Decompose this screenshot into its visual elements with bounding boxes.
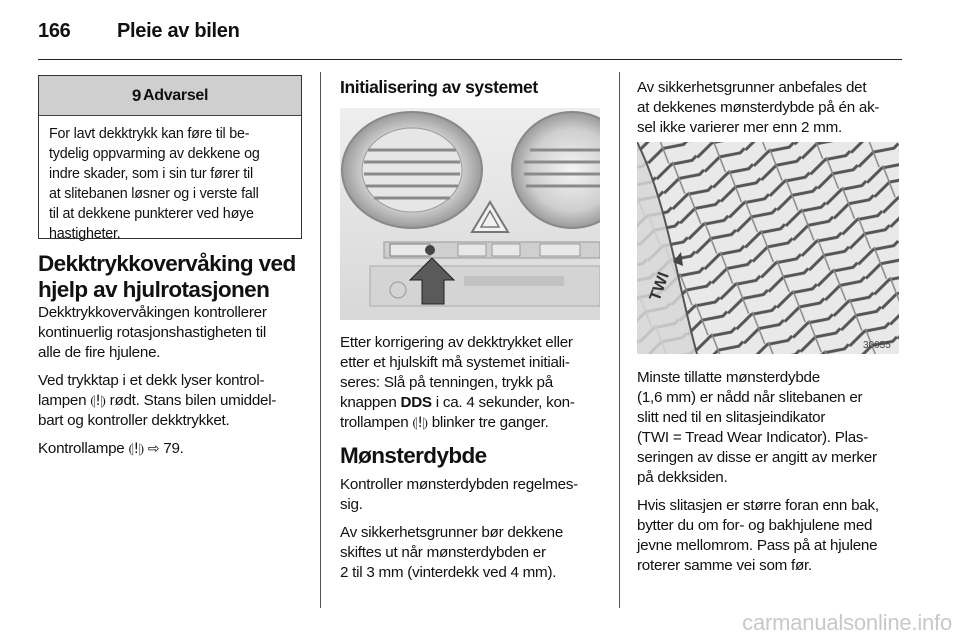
tire-pressure-warning-icon: ⦇!⦈ — [128, 441, 144, 457]
column-divider-1 — [320, 72, 321, 608]
tire-pressure-warning-icon: ⦇!⦈ — [412, 415, 428, 431]
warning-line: hastigheter. — [49, 226, 121, 242]
text-line: at dekkenes mønsterdybde på én ak- — [637, 99, 880, 116]
text-line: Etter korrigering av dekktrykket eller — [340, 334, 573, 351]
warning-icon: 9 — [131, 85, 141, 105]
tpms-heading-line: hjelp av hjulrotasjonen — [38, 277, 270, 302]
text-line: Kontroller mønsterdybden regelmes- — [340, 476, 578, 493]
header-divider — [38, 59, 902, 60]
warning-box — [38, 75, 302, 242]
tread-para-2 — [340, 523, 615, 583]
tread-min-para — [637, 368, 917, 488]
text-line: Kontrollampe — [38, 440, 129, 457]
column-divider-2 — [619, 72, 620, 608]
tpms-heading — [38, 251, 313, 303]
text-line: etter et hjulskift må systemet initiali- — [340, 354, 570, 371]
text-line: sig. — [340, 496, 363, 513]
text-line: kontinuerlig rotasjonshastigheten til — [38, 324, 266, 341]
text-span: blinker tre ganger. — [427, 414, 549, 431]
dds-button-label: DDS — [400, 394, 432, 411]
warning-header — [39, 76, 301, 116]
warning-line: at slitebanen løsner og i verste fall — [49, 186, 259, 202]
image-code: 30055 — [863, 340, 891, 351]
tire-tread-illustration — [637, 142, 899, 354]
col3-body — [637, 368, 917, 584]
text-line: på dekksiden. — [637, 469, 728, 486]
warning-line: tydelig oppvarming av dekkene og — [49, 146, 260, 162]
text-line: Dekktrykkovervåkingen kontrollerer — [38, 304, 267, 321]
page-title: Pleie av bilen — [117, 20, 240, 42]
twi-marking: TWI — [646, 269, 673, 304]
text-line: Ved trykktap i et dekk lyser kontrol- — [38, 372, 265, 389]
init-heading: Initialisering av systemet — [340, 77, 538, 97]
text-span: trollampen — [340, 414, 413, 431]
text-line: lampen — [38, 392, 91, 409]
tpms-body — [38, 303, 318, 467]
text-line: (1,6 mm) er nådd når slitebanen er — [637, 389, 863, 406]
tire-svg — [637, 142, 899, 354]
text-span: knappen — [340, 394, 401, 411]
text-line: sel ikke varierer mer enn 2 mm. — [637, 119, 842, 136]
warning-line: til at dekkene punkterer ved høye — [49, 206, 254, 222]
text-line: alle de fire hjulene. — [38, 344, 161, 361]
watermark: carmanualsonline.info — [742, 610, 952, 635]
text-line: Av sikkerhetsgrunner anbefales det — [637, 79, 867, 96]
warning-text — [39, 116, 301, 244]
text-line: slitt ned til en slitasjeindikator — [637, 409, 826, 426]
text-line: Hvis slitasjen er større foran enn bak, — [637, 497, 879, 514]
dashboard-svg — [340, 108, 600, 320]
tpms-para-2 — [38, 371, 318, 431]
text-line — [340, 413, 610, 433]
warning-title: Advarsel — [142, 86, 209, 104]
col3-intro — [637, 78, 912, 138]
text-span: i ca. 4 sekunder, kon- — [431, 394, 575, 411]
init-body — [340, 333, 610, 433]
page-reference[interactable]: 79. — [159, 440, 184, 457]
page-reference-arrow-icon: ⇨ — [147, 441, 160, 457]
dashboard-dds-illustration — [340, 108, 600, 320]
text-line — [340, 393, 610, 413]
text-line: Av sikkerhetsgrunner bør dekkene — [340, 524, 564, 541]
tpms-heading-line: Dekktrykkovervåking ved — [38, 251, 296, 276]
tread-body — [340, 475, 615, 591]
text-line: Minste tillatte mønsterdybde — [637, 369, 820, 386]
tire-pressure-warning-icon: ⦇!⦈ — [90, 393, 106, 409]
tpms-para-3 — [38, 439, 318, 459]
text-line: (TWI = Tread Wear Indicator). Plas- — [637, 429, 869, 446]
tread-para-1 — [340, 475, 615, 515]
page-number: 166 — [38, 20, 71, 42]
warning-line: For lavt dekktrykk kan føre til be- — [49, 126, 250, 142]
text-line: rødt. Stans bilen umiddel- — [105, 392, 277, 409]
text-line: bytter du om for- og bakhjulene med — [637, 517, 873, 534]
tpms-para-1 — [38, 303, 318, 363]
tread-heading: Mønsterdybde — [340, 443, 487, 468]
tire-swap-para — [637, 496, 917, 576]
text-line: bart og kontroller dekktrykket. — [38, 412, 230, 429]
warning-line: indre skader, som i sin tur fører til — [49, 166, 253, 182]
text-line: skiftes ut når mønsterdybden er — [340, 544, 546, 561]
text-line: seringen av disse er angitt av merker — [637, 449, 877, 466]
text-line: 2 til 3 mm (vinterdekk ved 4 mm). — [340, 564, 557, 581]
text-line: seres: Slå på tenningen, trykk på — [340, 374, 553, 391]
text-line: roterer samme vei som før. — [637, 557, 812, 574]
text-line: jevne mellomrom. Pass på at hjulene — [637, 537, 878, 554]
